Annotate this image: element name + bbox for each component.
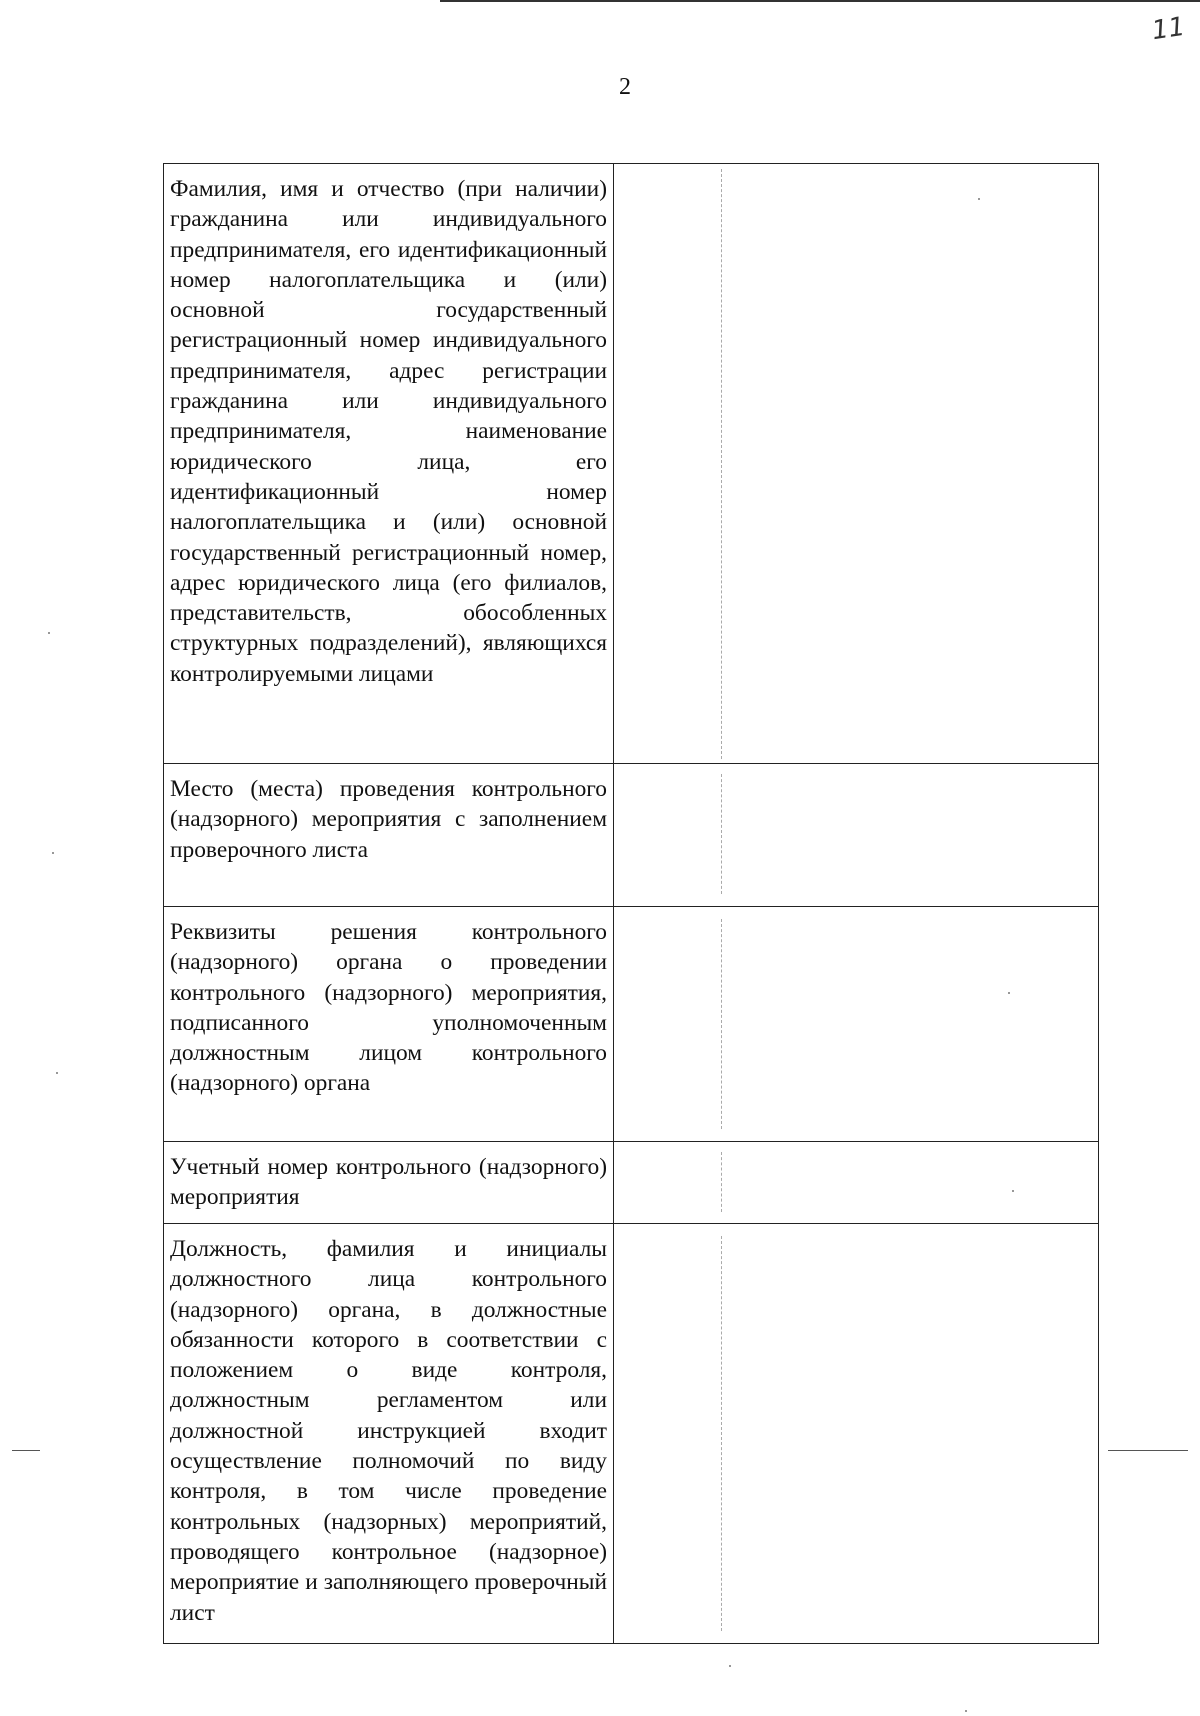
handwritten-sheet-number: 11 [1150,11,1188,47]
value-cell-inspection-place[interactable] [614,764,1099,907]
table-row-controlled-person [164,164,1099,764]
label-cell [164,1142,614,1224]
value-cell-controlled-person[interactable] [614,164,1099,764]
value-field [721,1152,1098,1212]
value-field [721,169,1098,759]
value-field [721,919,1098,1129]
row-label: Место (места) проведения контрольного (надзорного) мероприятия с заполнением проверочного листа [170,776,607,863]
scan-margin-mark [1108,1450,1188,1451]
label-cell [164,164,614,764]
value-cell-official[interactable] [614,1224,1099,1644]
table-row-registration-number [164,1142,1099,1224]
scan-speck [978,198,980,200]
row-label: Фамилия, имя и отчество (при наличии) гражданина или индивидуального предпринимателя, его идентификационный номер налогоплательщика и (или) основной государственный регистрационный номер индивидуального предпринимателя, адрес регистрации гражданина или индивидуального предпринимателя, наименование юридического лица, его идентификационный номер налогоплательщика и (или) основной государственный регистрационный номер, адрес юридического лица (его филиалов, представительств, обособленных структурных подразделений), являющихся контролируемыми лицами [170,176,607,687]
page-number: 2 [619,74,631,100]
scan-speck [52,852,54,854]
inspection-form-table [163,163,1099,1644]
table-row-inspection-place [164,764,1099,907]
row-label: Учетный номер контрольного (надзорного) мероприятия [170,1154,607,1211]
value-field [721,1236,1098,1631]
scan-speck [48,632,50,634]
value-cell-registration-number[interactable] [614,1142,1099,1224]
scan-speck [965,1710,967,1712]
label-cell [164,1224,614,1644]
scan-speck [56,1072,58,1074]
row-label: Реквизиты решения контрольного (надзорного) органа о проведении контрольного (надзорного) мероприятия, подписанного уполномоченным должностным лицом контрольного (надзорного) органа [170,919,607,1097]
value-field [721,774,1098,894]
scan-speck [1012,1190,1014,1192]
scan-speck [729,1665,731,1667]
scan-margin-mark [12,1450,40,1451]
label-cell [164,764,614,907]
table-row-official [164,1224,1099,1644]
label-cell [164,907,614,1142]
scan-top-edge [440,0,1200,2]
scan-speck [1008,992,1010,994]
row-label: Должность, фамилия и инициалы должностного лица контрольного (надзорного) органа, в должностные обязанности которого в соответствии с положением о виде контроля, должностным регламентом или должностной инструкцией входит осуществление полномочий по виду контроля, в том числе проведение контрольных (надзорных) мероприятий, проводящего контрольное (надзорное) мероприятие и заполняющего проверочный лист [170,1236,607,1626]
table-row-decision-details [164,907,1099,1142]
value-cell-decision-details[interactable] [614,907,1099,1142]
